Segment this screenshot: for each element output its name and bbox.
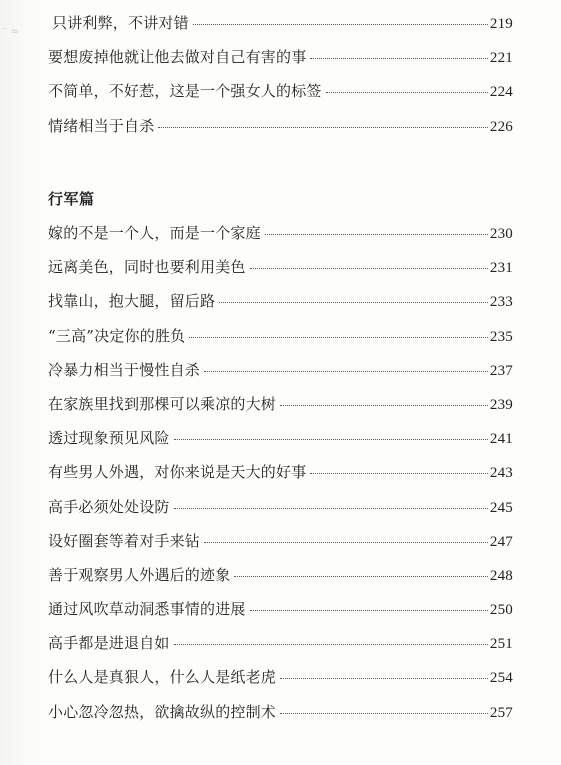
toc-entry-page: 226 [489, 118, 513, 135]
toc-entry-page: 233 [489, 294, 513, 311]
toc-entry[interactable] [48, 46, 513, 80]
toc-dot-leader [280, 713, 488, 714]
toc-entry[interactable] [48, 80, 513, 114]
toc-entry[interactable] [48, 701, 513, 735]
toc-entry-page: 243 [489, 465, 513, 482]
toc-entry[interactable] [48, 12, 513, 46]
toc-entry-title: 找靠山，抱大腿，留后路 [48, 292, 216, 311]
section-heading: 行军篇 [48, 190, 95, 208]
toc-entry-page: 247 [489, 533, 513, 550]
toc-dot-leader [204, 371, 488, 372]
toc-dot-leader [234, 576, 487, 577]
toc-dot-leader [310, 58, 487, 59]
toc-entry[interactable] [48, 427, 513, 461]
toc-dot-leader [158, 127, 487, 128]
toc-entry[interactable] [48, 115, 513, 149]
toc-dot-leader [219, 302, 488, 303]
toc-list-top [48, 12, 513, 149]
toc-entry[interactable] [48, 530, 513, 564]
toc-dot-leader [193, 24, 488, 25]
toc-entry-page: 221 [489, 50, 513, 67]
toc-dot-leader [174, 508, 488, 509]
toc-entry-title: 不简单，不好惹，这是一个强女人的标签 [48, 82, 322, 101]
toc-dot-leader [265, 234, 488, 235]
toc-entry-page: 251 [489, 636, 513, 653]
toc-entry-title: 嫁的不是一个人，而是一个家庭 [48, 224, 261, 242]
toc-entry[interactable] [48, 325, 513, 359]
toc-entry-page: 241 [489, 431, 513, 448]
toc-entry-page: 237 [489, 362, 513, 379]
toc-dot-leader [326, 92, 488, 93]
toc-dot-leader [250, 268, 488, 269]
toc-entry-page: 224 [489, 84, 513, 101]
toc-entry[interactable] [48, 632, 513, 666]
toc-entry[interactable] [48, 256, 513, 290]
toc-entry-page: 230 [489, 226, 513, 242]
toc-dot-leader [280, 405, 488, 406]
toc-dot-leader [250, 610, 488, 611]
toc-entry-title: 善于观察男人外遇后的迹象 [48, 565, 231, 584]
toc-dot-leader [174, 644, 488, 645]
toc-entry-title: 只讲利弊，不讲对错 [52, 14, 189, 32]
toc-entry-title: 在家族里找到那棵可以乘凉的大树 [48, 394, 277, 413]
toc-entry-page: 239 [489, 396, 513, 413]
toc-entry[interactable] [48, 461, 513, 495]
toc-entry-page: 257 [489, 704, 513, 721]
toc-entry[interactable] [48, 222, 513, 256]
toc-entry-title: 情绪相当于自杀 [48, 116, 155, 135]
toc-entry-title: 高手都是进退自如 [48, 634, 170, 653]
toc-entry-title: 有些男人外遇，对你来说是天大的好事 [48, 463, 307, 482]
toc-dot-leader [204, 542, 488, 543]
toc-entry-page: 219 [489, 16, 513, 32]
toc-entry-title: 冷暴力相当于慢性自杀 [48, 360, 201, 379]
toc-dot-leader [310, 473, 487, 474]
toc-entry[interactable] [48, 290, 513, 324]
toc-entry-title: 远离美色，同时也要利用美色 [48, 258, 246, 277]
toc-entry[interactable] [48, 359, 513, 393]
toc-entry-title: 通过风吹草动洞悉事情的进展 [48, 600, 246, 619]
toc-entry-title: 设好圈套等着对手来钻 [48, 531, 201, 550]
toc-entry[interactable] [48, 564, 513, 598]
toc-entry[interactable] [48, 666, 513, 700]
toc-dot-leader [280, 678, 488, 679]
toc-entry-title: 要想废掉他就让他去做对自己有害的事 [48, 48, 307, 67]
toc-entry[interactable] [48, 598, 513, 632]
toc-entry-page: 235 [489, 328, 513, 345]
toc-entry-page: 248 [489, 567, 513, 584]
toc-entry-title: 小心忽冷忽热，欲擒故纵的控制术 [48, 702, 277, 721]
toc-entry-title: 什么人是真狠人，什么人是纸老虎 [48, 668, 277, 687]
toc-entry-title: “三高”决定你的胜负 [48, 326, 186, 345]
toc-list-section [48, 222, 513, 735]
toc-entry-title: 高手必须处处设防 [48, 497, 170, 516]
toc-entry-page: 231 [489, 260, 513, 277]
toc-entry[interactable] [48, 496, 513, 530]
toc-dot-leader [174, 439, 488, 440]
toc-entry-title: 透过现象预见风险 [48, 429, 170, 448]
toc-dot-leader [189, 337, 488, 338]
toc-entry[interactable] [48, 393, 513, 427]
scan-edge-mark: ⁻ = [2, 26, 19, 37]
toc-entry-page: 245 [489, 499, 513, 516]
toc-entry-page: 254 [489, 670, 513, 687]
toc-entry-page: 250 [489, 602, 513, 619]
